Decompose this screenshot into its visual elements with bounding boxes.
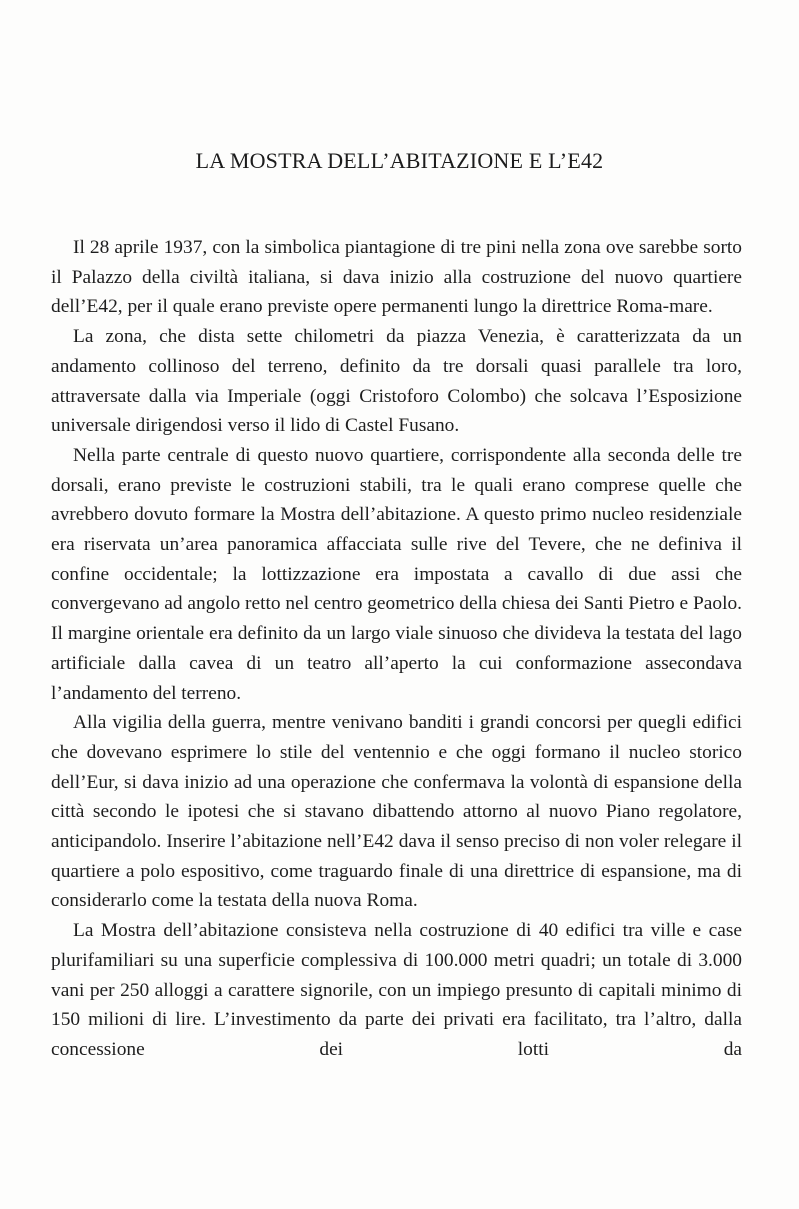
paragraph: Il 28 aprile 1937, con la simbolica piantagione di tre pini nella zona ove sarebbe sorto il Palazzo della civiltà italiana, si dava inizio alla costruzione del nuovo quartiere dell’E42, per il quale erano previste opere permanenti lungo la direttrice Roma-mare. bbox=[51, 237, 742, 318]
paragraph: Alla vigilia della guerra, mentre venivano banditi i grandi concorsi per quegli edifici che dovevano esprimere lo stile del ventennio e che oggi formano il nucleo storico dell’Eur, si dava inizio ad una operazione che confermava la volontà di espansione della città secondo le ipotesi che si stavano dibattendo attorno al nuovo Piano regolatore, anticipandolo. Inserire l’abitazione nell’E42 dava il senso preciso di non voler relegare il quartiere a polo espositivo, come traguardo finale di una direttrice di espansione, ma di considerarlo come la testata della nuova Roma. bbox=[51, 712, 742, 912]
body-text bbox=[51, 233, 742, 1065]
paragraph: La Mostra dell’abitazione consisteva nella costruzione di 40 edifici tra ville e case plurifamiliari su una superficie complessiva di 100.000 metri quadri; un totale di 3.000 vani per 250 alloggi a carattere signorile, con un impiego presunto di capitali minimo di 150 milioni di lire. L’investimento da parte dei privati era facilitato, tra l’altro, dalla concessione dei lotti da bbox=[51, 920, 742, 1060]
paragraph: Nella parte centrale di questo nuovo quartiere, corrispondente alla seconda delle tre dorsali, erano previste le costruzioni stabili, tra le quali erano comprese quelle che avrebbero dovuto formare la Mostra dell’abitazione. A questo primo nucleo residenziale era riservata un’area panoramica affacciata sulle rive del Tevere, che ne definiva il confine occidentale; la lottizzazione era impostata a cavallo di due assi che convergevano ad angolo retto nel centro geometrico della chiesa dei Santi Pietro e Paolo. Il margine orientale era definito da un largo viale sinuoso che divideva la testata del lago artificiale dalla cavea di un teatro all’aperto la cui conformazione assecondava l’andamento del terreno. bbox=[51, 444, 743, 704]
chapter-title: LA MOSTRA DELL’ABITAZIONE E L’E42 bbox=[195, 148, 604, 173]
paragraph: La zona, che dista sette chilometri da piazza Venezia, è caratterizzata da un andamento collinoso del terreno, definito da tre dorsali quasi parallele tra loro, attraversate dalla via Imperiale (oggi Cristoforo Colombo) che solcava l’Esposizione universale dirigendosi verso il lido di Castel Fusano. bbox=[51, 326, 742, 437]
